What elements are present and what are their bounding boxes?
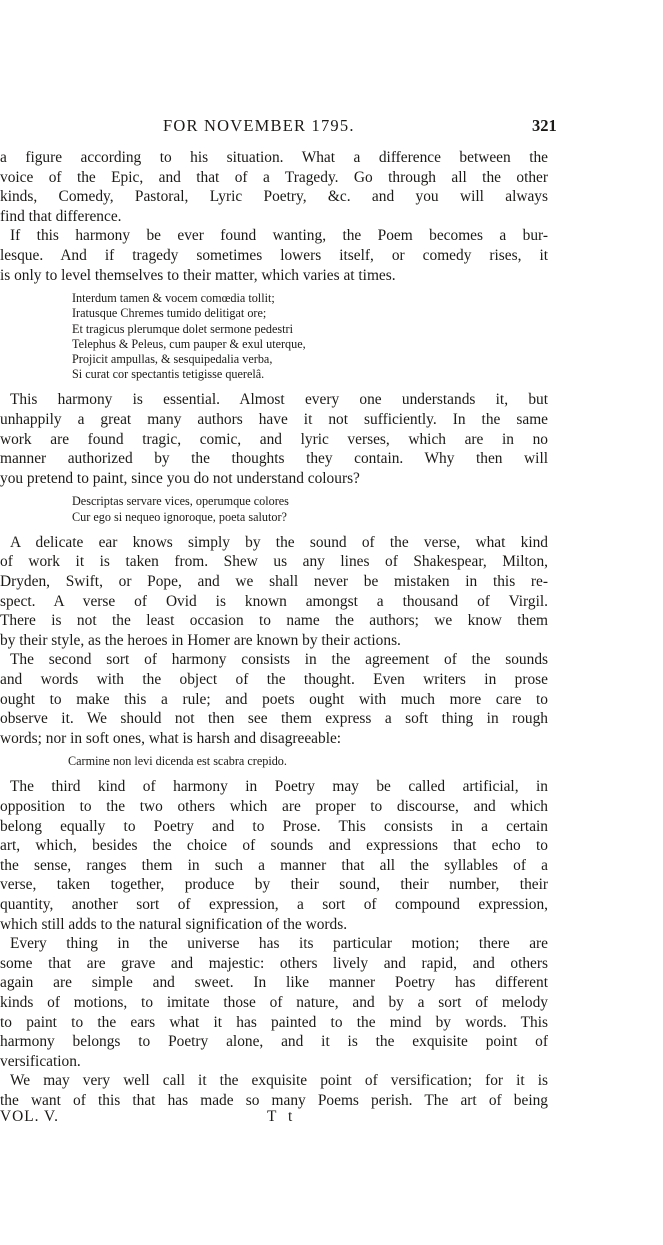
paragraph-4 xyxy=(0,533,548,651)
text-line: This harmony is essential. Almost every one understands it, but xyxy=(10,391,548,409)
text-line: art, which, besides the choice of sounds and expressions that echo to xyxy=(0,837,548,855)
quote-line: Et tragicus plerumque dolet sermone pedestri xyxy=(72,321,293,336)
page-number: 321 xyxy=(532,116,557,135)
running-head: FOR NOVEMBER 1795. xyxy=(163,116,355,135)
paragraph-6 xyxy=(0,777,548,934)
page-footer xyxy=(0,1108,560,1130)
text-line: opposition to the two others which are proper to discourse, and which xyxy=(0,798,548,816)
text-line: voice of the Epic, and that of a Tragedy. Go through all the other xyxy=(0,168,548,186)
text-line: the want of this that has made so many Poems perish. The art of being xyxy=(0,1091,548,1109)
page-header xyxy=(0,116,570,140)
quote-line: Si curat cor spectantis tetigisse querelâ. xyxy=(72,367,265,382)
quote-line: Descriptas servare vices, operumque colores xyxy=(72,494,289,509)
text-line: you pretend to paint, since you do not understand colours? xyxy=(0,469,360,487)
text-line: work are found tragic, comic, and lyric verses, which are in no xyxy=(0,430,548,448)
latin-quotation-2 xyxy=(72,494,548,524)
signature-mark: T t xyxy=(267,1108,297,1125)
text-line: harmony belongs to Poetry alone, and it is the exquisite point of xyxy=(0,1033,548,1051)
text-line: versification. xyxy=(0,1052,81,1070)
text-line: The third kind of harmony in Poetry may be called artificial, in xyxy=(10,778,548,796)
text-line: quantity, another sort of expression, a sort of compound expression, xyxy=(0,896,548,914)
quote-line: Carmine non levi dicenda est scabra crepido. xyxy=(68,754,287,769)
paragraph-2 xyxy=(0,226,548,285)
quote-line: Cur ego si nequeo ignoroque, poeta salutor? xyxy=(72,509,287,524)
text-line: If this harmony be ever found wanting, the Poem becomes a bur- xyxy=(10,227,548,245)
text-line: and words with the object of the thought. Even writers in prose xyxy=(0,670,548,688)
text-line: kinds, Comedy, Pastoral, Lyric Poetry, &c. and you will always xyxy=(0,188,548,206)
text-line: of work it is taken from. Shew us any lines of Shakespear, Milton, xyxy=(0,553,548,571)
quote-line: Interdum tamen & vocem comœdia tollit; xyxy=(72,291,275,306)
quote-line: Iratusque Chremes tumido delitigat ore; xyxy=(72,306,267,321)
text-line: observe it. We should not then see them express a soft thing in rough xyxy=(0,710,548,728)
text-line: Dryden, Swift, or Pope, and we shall never be mistaken in this re- xyxy=(0,572,548,590)
text-line: find that difference. xyxy=(0,207,122,225)
text-line: manner authorized by the thoughts they contain. Why then will xyxy=(0,450,548,468)
text-line: again are simple and sweet. In like manner Poetry has different xyxy=(0,974,548,992)
text-line: lesque. And if tragedy sometimes lowers itself, or comedy rises, it xyxy=(0,246,548,264)
quote-line: Projicit ampullas, & sesquipedalia verba, xyxy=(72,351,273,366)
text-line: is only to level themselves to their matter, which varies at times. xyxy=(0,266,396,284)
text-line: a figure according to his situation. What a difference between the xyxy=(0,149,548,166)
text-line: ought to make this a rule; and poets ought with much more care to xyxy=(0,690,548,708)
text-line: to paint to the ears what it has painted to the mind by words. This xyxy=(0,1013,548,1031)
text-line: words; nor in soft ones, what is harsh and disagreeable: xyxy=(0,729,342,747)
text-line: A delicate ear knows simply by the sound of the verse, what kind xyxy=(10,533,548,551)
paragraph-7 xyxy=(0,934,548,1071)
body-text xyxy=(0,148,548,1111)
quote-line: Telephus & Peleus, cum pauper & exul uterque, xyxy=(72,336,306,351)
text-line: Every thing in the universe has its particular motion; there are xyxy=(10,935,548,953)
latin-quotation-3 xyxy=(68,754,548,769)
text-line: We may very well call it the exquisite point of versification; for it is xyxy=(10,1072,548,1090)
text-line: belong equally to Poetry and to Prose. This consists in a certain xyxy=(0,817,548,835)
paragraph-3 xyxy=(0,390,548,488)
paragraph-1 xyxy=(0,148,548,226)
text-line: There is not the least occasion to name the authors; we know them xyxy=(0,612,548,630)
text-line: the sense, ranges them in such a manner that all the syllables of a xyxy=(0,856,548,874)
text-line: spect. A verse of Ovid is known amongst a thousand of Virgil. xyxy=(0,592,548,610)
paragraph-5 xyxy=(0,650,548,748)
text-line: unhappily a great many authors have it not sufficiently. In the same xyxy=(0,410,548,428)
text-line: The second sort of harmony consists in the agreement of the sounds xyxy=(10,651,548,669)
text-line: kinds of motions, to imitate those of nature, and by a sort of melody xyxy=(0,994,548,1012)
text-line: by their style, as the heroes in Homer are known by their actions. xyxy=(0,631,401,649)
latin-quotation-1 xyxy=(72,291,548,382)
text-line: some that are grave and majestic: others lively and rapid, and others xyxy=(0,954,548,972)
text-line: which still adds to the natural signification of the words. xyxy=(0,915,348,933)
volume-mark: VOL. V. xyxy=(0,1108,60,1125)
paragraph-8 xyxy=(0,1071,548,1110)
text-line: verse, taken together, produce by their sound, their number, their xyxy=(0,876,548,894)
